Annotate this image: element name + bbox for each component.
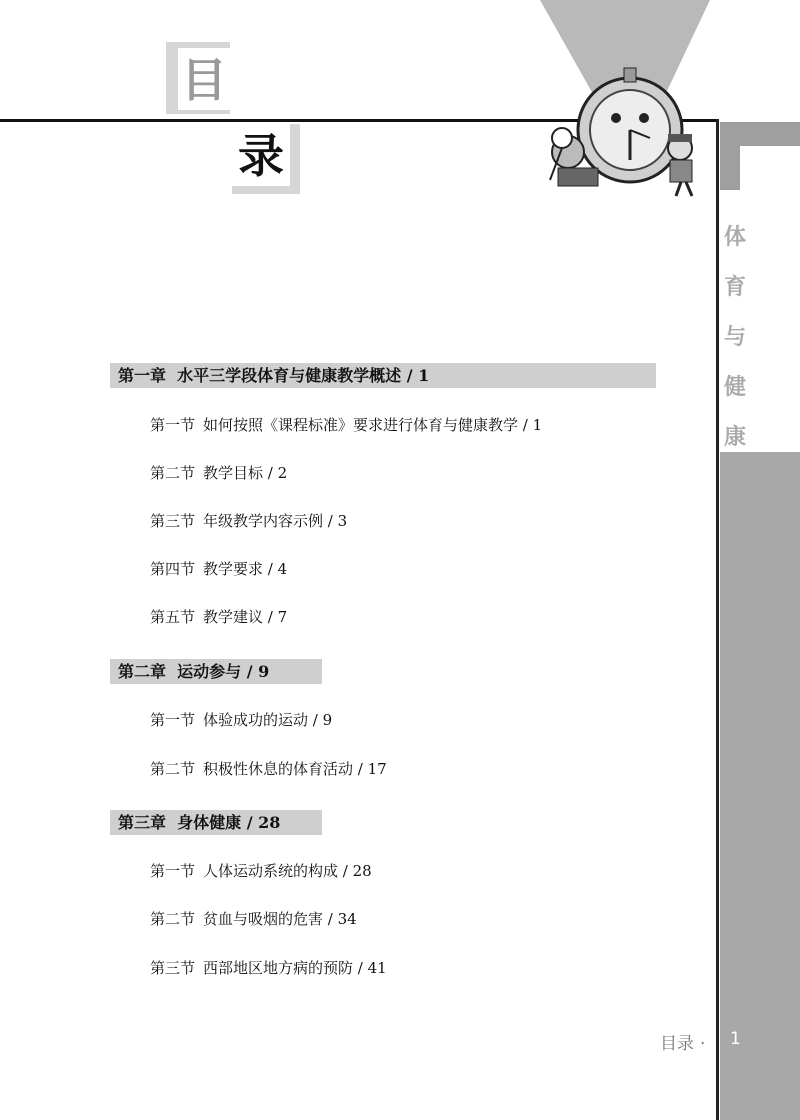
section-label: 第五节 bbox=[150, 608, 196, 626]
chapter-page: 28 bbox=[258, 813, 281, 832]
section-label: 第四节 bbox=[150, 560, 196, 578]
section-title: 西部地区地方病的预防 bbox=[203, 959, 354, 977]
section-entry[interactable]: 第一节 如何按照《课程标准》要求进行体育与健康教学 / 1 bbox=[150, 416, 543, 434]
section-entry[interactable]: 第一节 体验成功的运动 / 9 bbox=[150, 711, 333, 729]
side-tab-char: 体 bbox=[723, 224, 746, 250]
section-page: 3 bbox=[337, 512, 348, 530]
section-label: 第二节 bbox=[150, 464, 196, 482]
section-title: 人体运动系统的构成 bbox=[203, 862, 339, 880]
section-page: 2 bbox=[277, 464, 288, 482]
footer-label: 目录 bbox=[660, 1034, 694, 1054]
chapter-title: 身体健康 bbox=[177, 813, 242, 832]
footer-separator: · bbox=[700, 1034, 706, 1054]
section-entry[interactable]: 第四节 教学要求 / 4 bbox=[150, 560, 288, 578]
section-page: 17 bbox=[367, 760, 387, 778]
section-page: 9 bbox=[322, 711, 333, 729]
page-number: 1 bbox=[730, 1029, 741, 1049]
section-label: 第一节 bbox=[150, 416, 196, 434]
section-title: 如何按照《课程标准》要求进行体育与健康教学 bbox=[203, 416, 519, 434]
section-page: 7 bbox=[277, 608, 288, 626]
side-gray-bar bbox=[720, 452, 800, 1120]
section-entry[interactable]: 第二节 教学目标 / 2 bbox=[150, 464, 288, 482]
section-label: 第三节 bbox=[150, 512, 196, 530]
section-page: 1 bbox=[532, 416, 543, 434]
section-entry[interactable]: 第五节 教学建议 / 7 bbox=[150, 608, 288, 626]
section-page: 4 bbox=[277, 560, 288, 578]
clock-illustration bbox=[540, 0, 720, 200]
section-page: 34 bbox=[337, 910, 357, 928]
chapter-title: 运动参与 bbox=[177, 662, 242, 681]
section-label: 第三节 bbox=[150, 959, 196, 977]
side-tab-char: 康 bbox=[723, 424, 746, 450]
section-title: 体验成功的运动 bbox=[203, 711, 309, 729]
chapter-label: 第二章 bbox=[118, 662, 167, 681]
section-title: 贫血与吸烟的危害 bbox=[203, 910, 324, 928]
title-char-1: 目 bbox=[181, 53, 227, 107]
side-tab-char: 与 bbox=[723, 324, 746, 350]
section-page: 41 bbox=[367, 959, 387, 977]
section-title: 教学建议 bbox=[203, 608, 264, 626]
section-title: 教学目标 bbox=[203, 464, 264, 482]
side-tab-char: 健 bbox=[723, 374, 746, 400]
chapter-label: 第一章 bbox=[118, 366, 167, 385]
section-entry[interactable]: 第三节 西部地区地方病的预防 / 41 bbox=[150, 959, 387, 977]
title-char-2: 录 bbox=[238, 129, 284, 183]
chapter-label: 第三章 bbox=[118, 813, 167, 832]
section-entry[interactable]: 第一节 人体运动系统的构成 / 28 bbox=[150, 862, 372, 880]
section-entry[interactable]: 第二节 贫血与吸烟的危害 / 34 bbox=[150, 910, 357, 928]
side-tab-char: 育 bbox=[723, 274, 746, 300]
chapter-page: 1 bbox=[418, 366, 430, 385]
section-label: 第二节 bbox=[150, 910, 196, 928]
page-footer bbox=[660, 1029, 741, 1054]
chapter-heading[interactable]: 第一章 水平三学段体育与健康教学概述 / 1 bbox=[110, 363, 656, 388]
section-entry[interactable]: 第二节 积极性休息的体育活动 / 17 bbox=[150, 760, 387, 778]
section-entry[interactable]: 第三节 年级教学内容示例 / 3 bbox=[150, 512, 348, 530]
section-title: 教学要求 bbox=[203, 560, 264, 578]
section-label: 第一节 bbox=[150, 711, 196, 729]
section-page: 28 bbox=[352, 862, 372, 880]
chapter-heading[interactable]: 第三章 身体健康 / 28 bbox=[110, 810, 322, 835]
side-tab-label bbox=[722, 212, 748, 462]
section-label: 第二节 bbox=[150, 760, 196, 778]
side-tab-notch bbox=[740, 146, 800, 190]
section-title: 年级教学内容示例 bbox=[203, 512, 324, 530]
section-title: 积极性休息的体育活动 bbox=[203, 760, 354, 778]
side-rule bbox=[716, 119, 719, 1120]
chapter-title: 水平三学段体育与健康教学概述 bbox=[177, 366, 402, 385]
chapter-heading[interactable]: 第二章 运动参与 / 9 bbox=[110, 659, 322, 684]
chapter-page: 9 bbox=[258, 662, 270, 681]
section-label: 第一节 bbox=[150, 862, 196, 880]
